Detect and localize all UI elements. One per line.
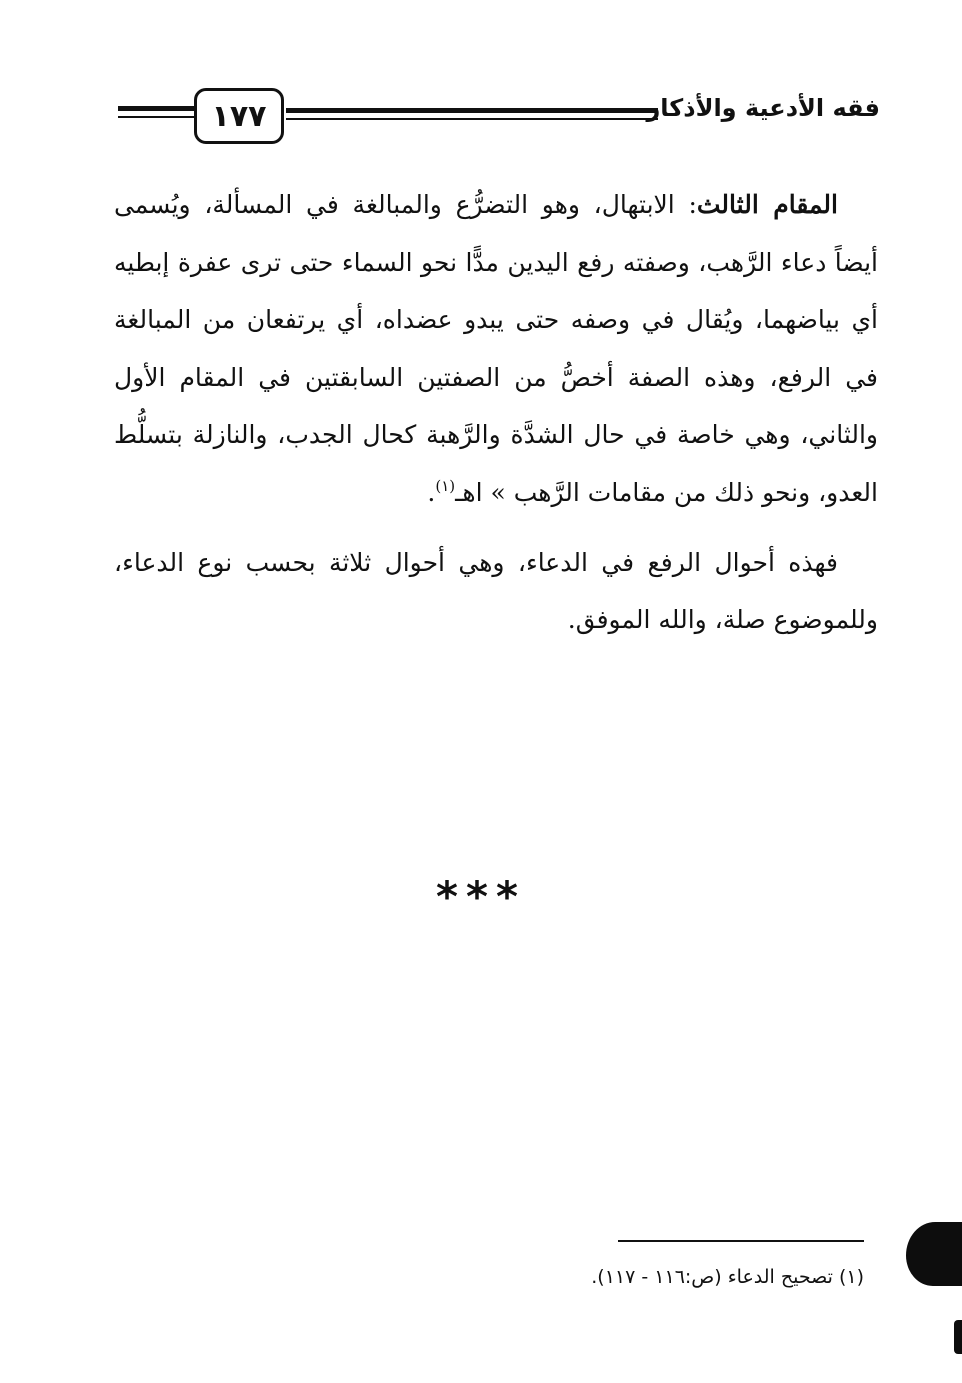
footnote: (١) تصحيح الدعاء (ص:١١٦ - ١١٧).	[591, 1266, 864, 1288]
paragraph-lead: المقام الثالث	[696, 190, 838, 219]
paragraph: فهذه أحوال الرفع في الدعاء، وهي أحوال ثلاثة بحسب نوع الدعاء، وللموضوع صلة، والله الموفق.	[114, 547, 878, 635]
footnote-rule	[618, 1240, 864, 1242]
paragraph	[114, 176, 878, 522]
page-header	[118, 84, 880, 148]
body-text	[114, 176, 878, 649]
scan-edge-mark	[954, 1320, 962, 1354]
scan-edge-mark	[906, 1222, 962, 1286]
header-rule	[286, 108, 658, 113]
footnote-reference: (١)	[435, 476, 456, 495]
running-title: فقه الأدعية والأذكار	[646, 94, 880, 122]
paragraph-text: : الابتهال، وهو التضرُّع والمبالغة في المسألة، ويُسمى أيضاً دعاء الرَّهب، وصفته رفع اليدين مدًّا نحو السماء حتى ترى عفرة إبطيه أي بياضهما، ويُقال في وصفه حتى يبدو عضداه، أي يرتفعان من المبالغة في الرفع، وهذه الصفة أخصُّ من الصفتين السابقتين في المقام الأول والثاني، وهي خاصة في حال الشدَّة والرَّهبة كحال الجدب، والنازلة بتسلُّط العدو، ونحو ذلك من مقامات الرَّهب » اهـ	[114, 190, 878, 507]
header-rule	[118, 116, 194, 118]
page-number: ١٧٧	[194, 88, 284, 144]
section-separator: ***	[436, 872, 526, 921]
paragraph-end: .	[427, 477, 436, 507]
header-rule	[286, 118, 658, 120]
header-rule	[118, 106, 194, 111]
